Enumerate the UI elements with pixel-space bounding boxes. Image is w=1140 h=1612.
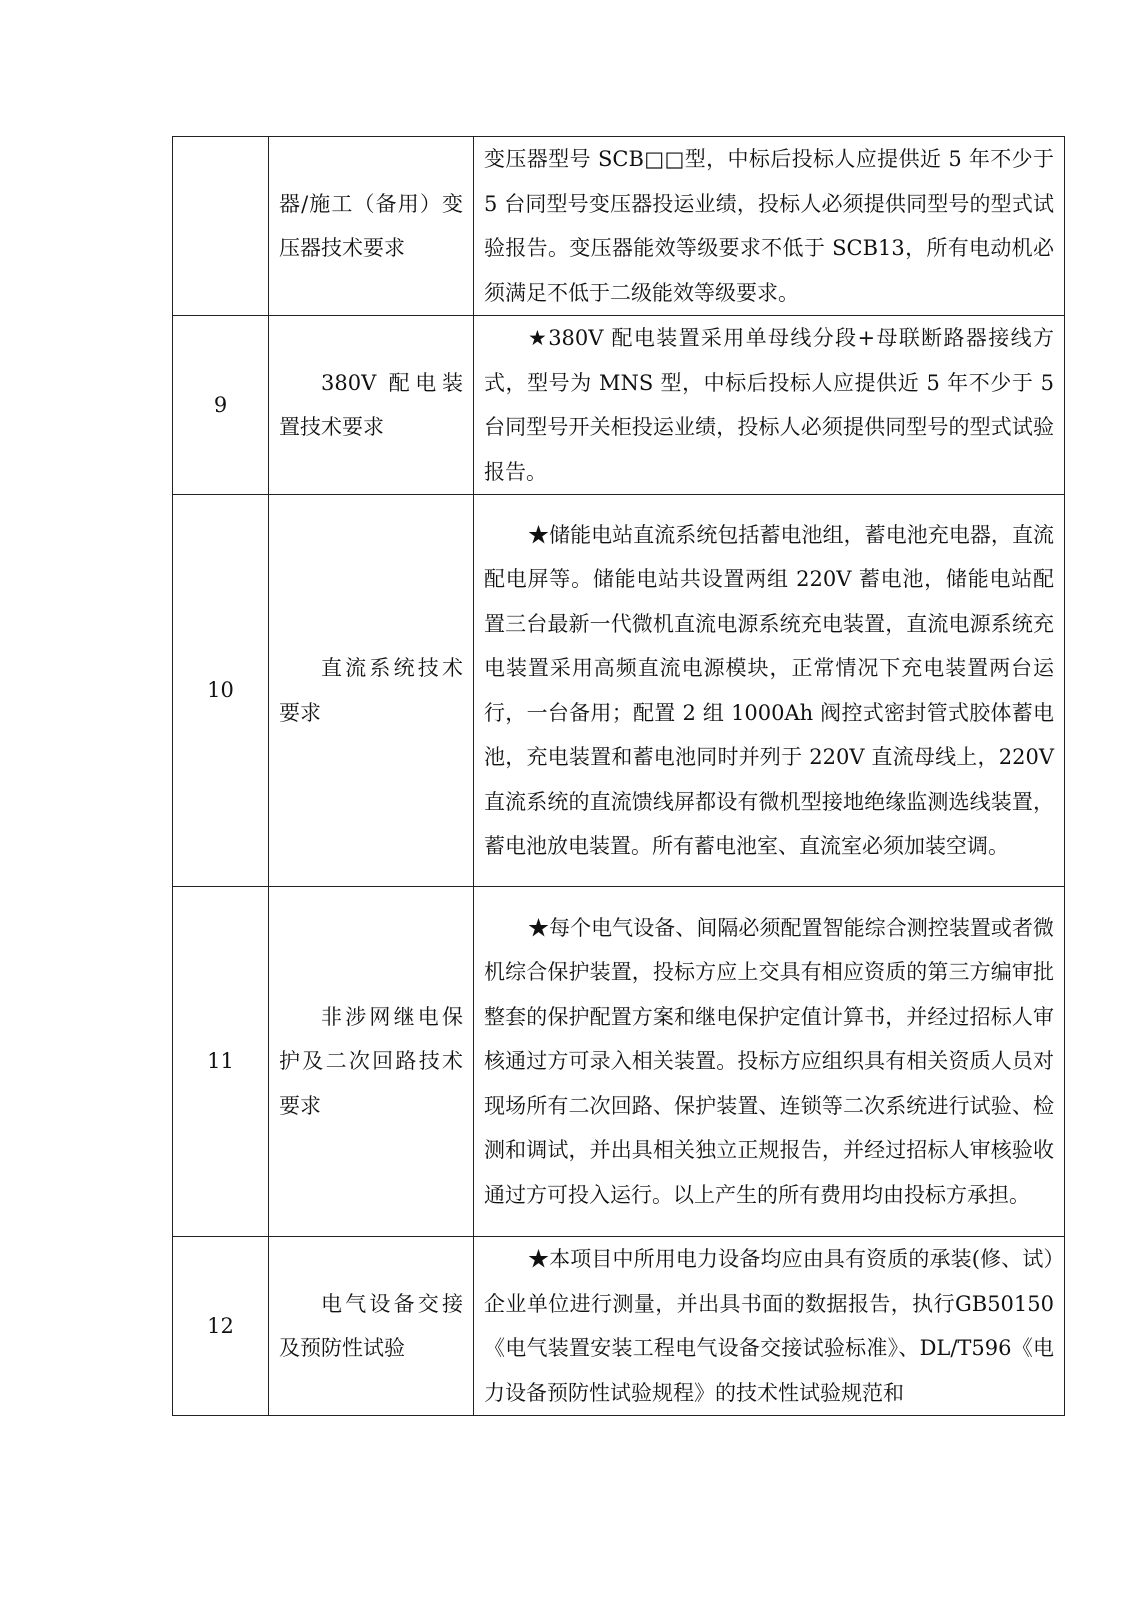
row-number-cell: 10 bbox=[173, 495, 269, 887]
row-number-cell: 12 bbox=[173, 1237, 269, 1416]
requirement-cell: ★380V 配电装置采用单母线分段+母联断路器接线方式，型号为 MNS 型，中标后投标人应提供近 5 年不少于 5 台同型号开关柜投运业绩，投标人必须提供同型号的型式试验报告。 bbox=[474, 316, 1065, 495]
table-row bbox=[173, 316, 1065, 495]
row-number-cell: 9 bbox=[173, 316, 269, 495]
item-name-cell: 直流系统技术要求 bbox=[269, 495, 474, 887]
requirement-cell: ★本项目中所用电力设备均应由具有资质的承装(修、试）企业单位进行测量，并出具书面的数据报告，执行GB50150《电气装置安装工程电气设备交接试验标准》、DL/T596《电力设备预防性试验规程》的技术性试验规范和 bbox=[474, 1237, 1065, 1416]
technical-requirements-table bbox=[172, 136, 1065, 1416]
row-number-cell: 11 bbox=[173, 887, 269, 1237]
requirement-cell: ★每个电气设备、间隔必须配置智能综合测控装置或者微机综合保护装置，投标方应上交具有相应资质的第三方编审批整套的保护配置方案和继电保护定值计算书，并经过招标人审核通过方可录入相关装置。投标方应组织具有相关资质人员对现场所有二次回路、保护装置、连锁等二次系统进行试验、检测和调试，并出具相关独立正规报告，并经过招标人审核验收通过方可投入运行。以上产生的所有费用均由投标方承担。 bbox=[474, 887, 1065, 1237]
document-page bbox=[172, 136, 1064, 1416]
requirement-cell: ★储能电站直流系统包括蓄电池组，蓄电池充电器，直流配电屏等。储能电站共设置两组 220V 蓄电池，储能电站配置三台最新一代微机直流电源系统充电装置，直流电源系统充电装置采用高频直流电源模块，正常情况下充电装置两台运行，一台备用；配置 2 组 1000Ah 阀控式密封管式胶体蓄电池，充电装置和蓄电池同时并列于 220V 直流母线上，220V 直流系统的直流馈线屏都设有微机型接地绝缘监测选线装置，蓄电池放电装置。所有蓄电池室、直流室必须加装空调。 bbox=[474, 495, 1065, 887]
row-number-cell bbox=[173, 137, 269, 316]
item-name-cell: 380V 配电装置技术要求 bbox=[269, 316, 474, 495]
table-row bbox=[173, 887, 1065, 1237]
item-name-cell: 器/施工（备用）变压器技术要求 bbox=[269, 137, 474, 316]
table-row bbox=[173, 495, 1065, 887]
item-name-cell: 非涉网继电保护及二次回路技术要求 bbox=[269, 887, 474, 1237]
requirement-cell: 变压器型号 SCB□□型，中标后投标人应提供近 5 年不少于 5 台同型号变压器投运业绩，投标人必须提供同型号的型式试验报告。变压器能效等级要求不低于 SCB13，所有电动机必须满足不低于二级能效等级要求。 bbox=[474, 137, 1065, 316]
table-row bbox=[173, 1237, 1065, 1416]
table-row bbox=[173, 137, 1065, 316]
item-name-cell: 电气设备交接及预防性试验 bbox=[269, 1237, 474, 1416]
